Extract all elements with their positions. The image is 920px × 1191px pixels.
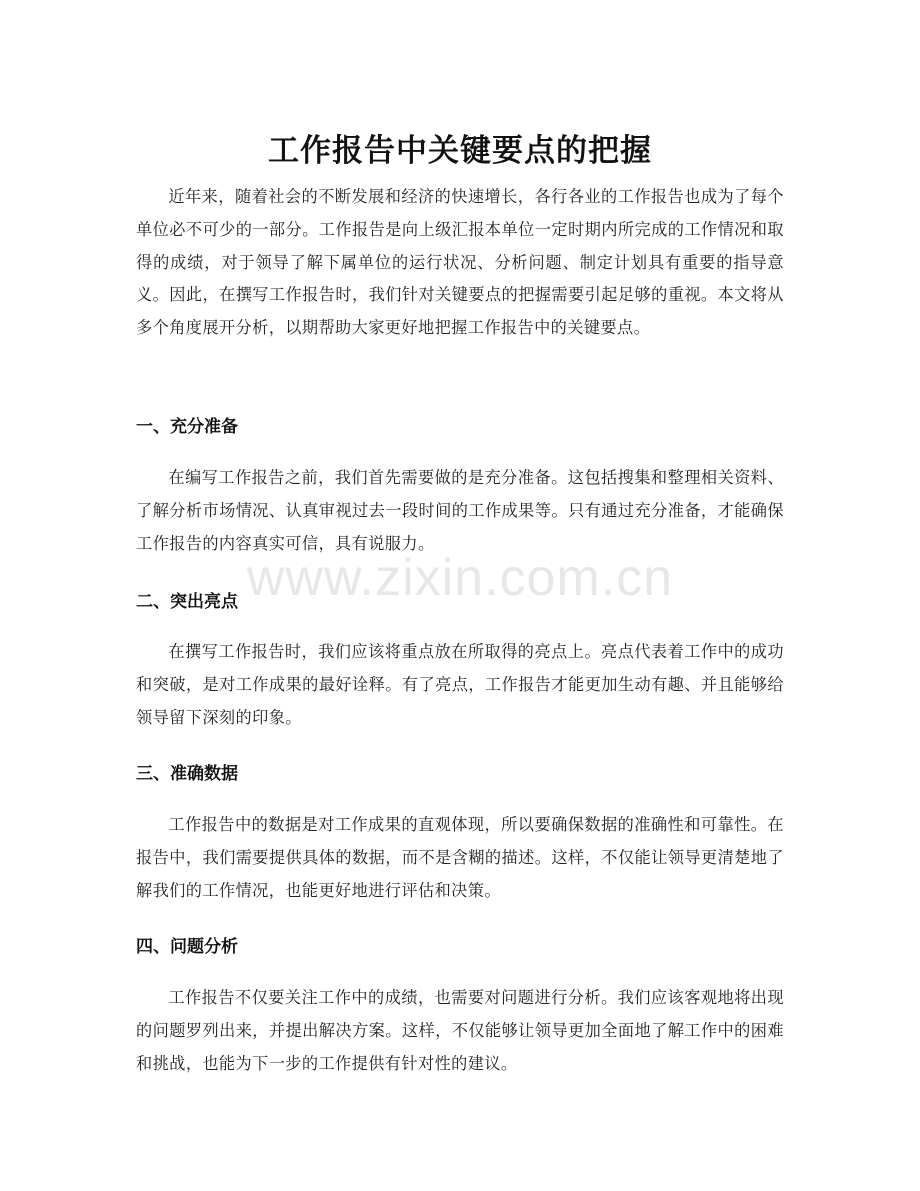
section-heading-data: 三、准确数据 xyxy=(136,764,238,784)
section-body-preparation: 在编写工作报告之前，我们首先需要做的是充分准备。这包括搜集和整理相关资料、了解分析市场情况、认真审视过去一段时间的工作成果等。只有通过充分准备，才能确保工作报告的内容真实可信，具有说服力。 xyxy=(136,468,784,553)
section-heading-problems: 四、问题分析 xyxy=(136,937,238,957)
section-body-highlights: 在撰写工作报告时，我们应该将重点放在所取得的亮点上。亮点代表着工作中的成功和突破，是对工作成果的最好诠释。有了亮点，工作报告才能更加生动有趣、并且能够给领导留下深刻的印象。 xyxy=(136,642,784,727)
section-heading-preparation: 一、充分准备 xyxy=(136,417,238,437)
section-body-data: 工作报告中的数据是对工作成果的直观体现，所以要确保数据的准确性和可靠性。在报告中，我们需要提供具体的数据，而不是含糊的描述。这样，不仅能让领导更清楚地了解我们的工作情况，也能更好地进行评估和决策。 xyxy=(136,815,784,900)
section-heading-highlights: 二、突出亮点 xyxy=(136,592,238,612)
document-title: 工作报告中关键要点的把握 xyxy=(268,132,652,169)
section-body-problems: 工作报告不仅要关注工作中的成绩，也需要对问题进行分析。我们应该客观地将出现的问题罗列出来，并提出解决方案。这样，不仅能够让领导更加全面地了解工作中的困难和挑战，也能为下一步的工作提供有针对性的建议。 xyxy=(136,988,784,1073)
intro-paragraph: 近年来，随着社会的不断发展和经济的快速增长，各行各业的工作报告也成为了每个单位必不可少的一部分。工作报告是向上级汇报本单位一定时期内所完成的工作情况和取得的成绩，对于领导了解下属单位的运行状况、分析问题、制定计划具有重要的指导意义。因此，在撰写工作报告时，我们针对关键要点的把握需要引起足够的重视。本文将从多个角度展开分析，以期帮助大家更好地把握工作报告中的关键要点。 xyxy=(136,187,784,338)
watermark-text: www.zixin.com.cn xyxy=(246,549,674,607)
